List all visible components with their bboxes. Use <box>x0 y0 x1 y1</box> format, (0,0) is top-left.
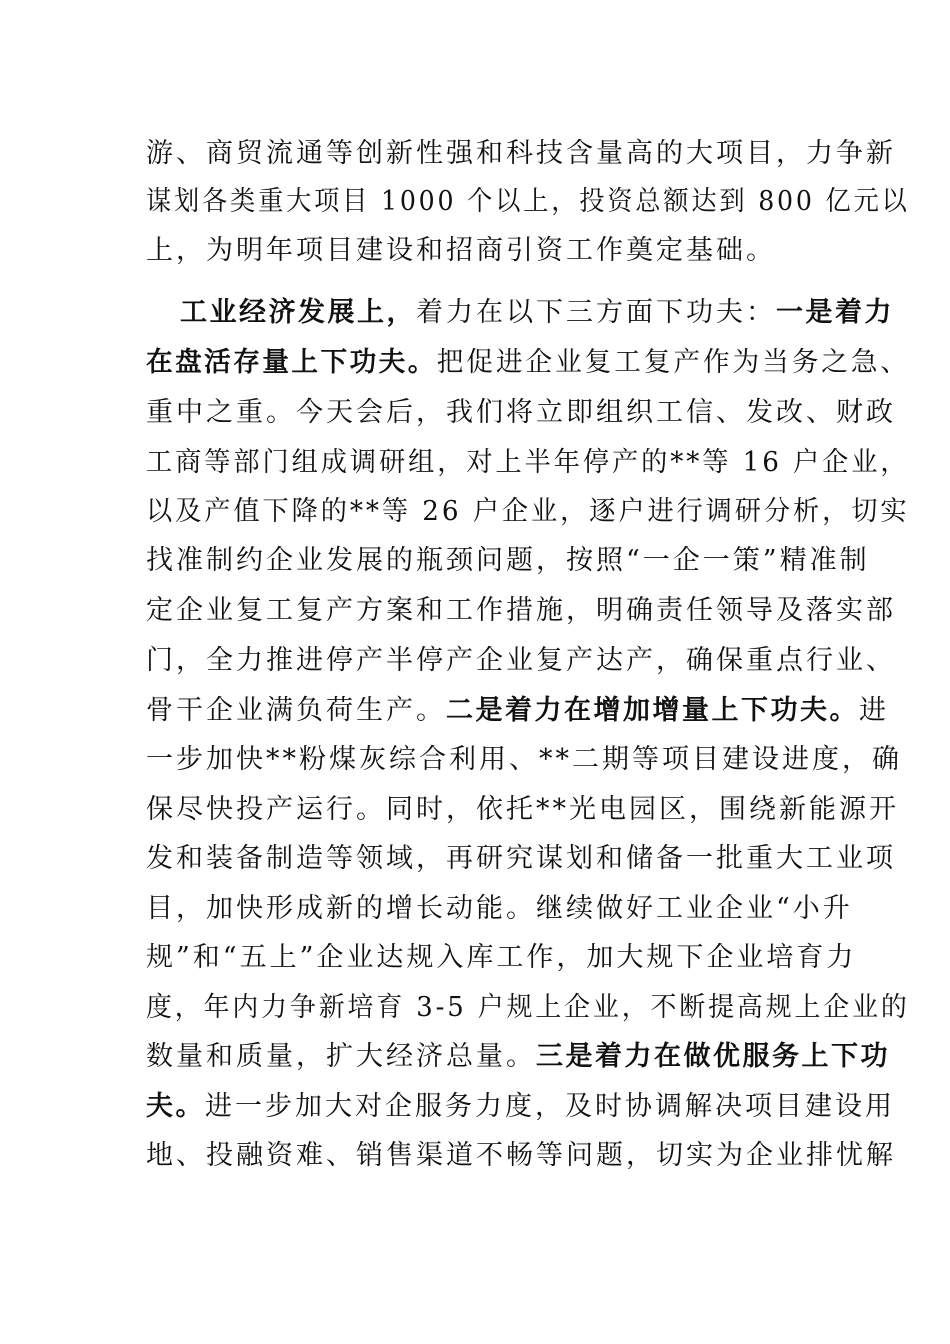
text-line: 度，年内力争新培育 3-5 户规上企业，不断提高规上企业的 <box>146 992 910 1023</box>
text-line: 数量和质量，扩大经济总量。三是着力在做优服务上下功 <box>146 1041 890 1072</box>
text-line: 规”和“五上”企业达规入库工作，加大规下企业培育力 <box>146 942 857 973</box>
text-line: 门，全力推进停产半停产企业复产达产，确保重点行业、 <box>146 645 896 676</box>
text-line: 重中之重。今天会后，我们将立即组织工信、发改、财政 <box>146 397 896 428</box>
text-line: 保尽快投产运行。同时，依托**光电园区，围绕新能源开 <box>146 794 899 825</box>
text-line: 定企业复工复产方案和工作措施，明确责任领导及落实部 <box>146 595 896 626</box>
text-line: 工业经济发展上，着力在以下三方面下功夫：一是着力 <box>180 297 894 328</box>
text-line: 一步加快**粉煤灰综合利用、**二期等项目建设进度，确 <box>146 744 902 775</box>
text-line: 骨干企业满负荷生产。二是着力在增加增量上下功夫。进 <box>146 695 889 726</box>
text-line: 上，为明年项目建设和招商引资工作奠定基础。 <box>146 235 776 266</box>
text-line: 目，加快形成新的增长动能。继续做好工业企业“小升 <box>146 893 853 924</box>
text-line: 夫。进一步加大对企服务力度，及时协调解决项目建设用 <box>146 1091 895 1122</box>
text-line: 工商等部门组成调研组，对上半年停产的**等 16 户企业， <box>146 447 910 478</box>
text-line: 找准制约企业发展的瓶颈问题，按照“一企一策”精准制 <box>146 545 870 576</box>
text-line: 地、投融资难、销售渠道不畅等问题，切实为企业排忧解 <box>146 1140 896 1171</box>
text-line: 以及产值下降的**等 26 户企业，逐户进行调研分析，切实 <box>146 496 910 527</box>
text-line: 游、商贸流通等创新性强和科技含量高的大项目，力争新 <box>146 138 896 169</box>
text-line: 在盘活存量上下功夫。把促进企业复工复产作为当务之急、 <box>146 347 910 378</box>
text-line: 谋划各类重大项目 1000 个以上，投资总额达到 800 亿元以 <box>146 186 910 217</box>
text-line: 发和装备制造等领域，再研究谋划和储备一批重大工业项 <box>146 843 896 874</box>
